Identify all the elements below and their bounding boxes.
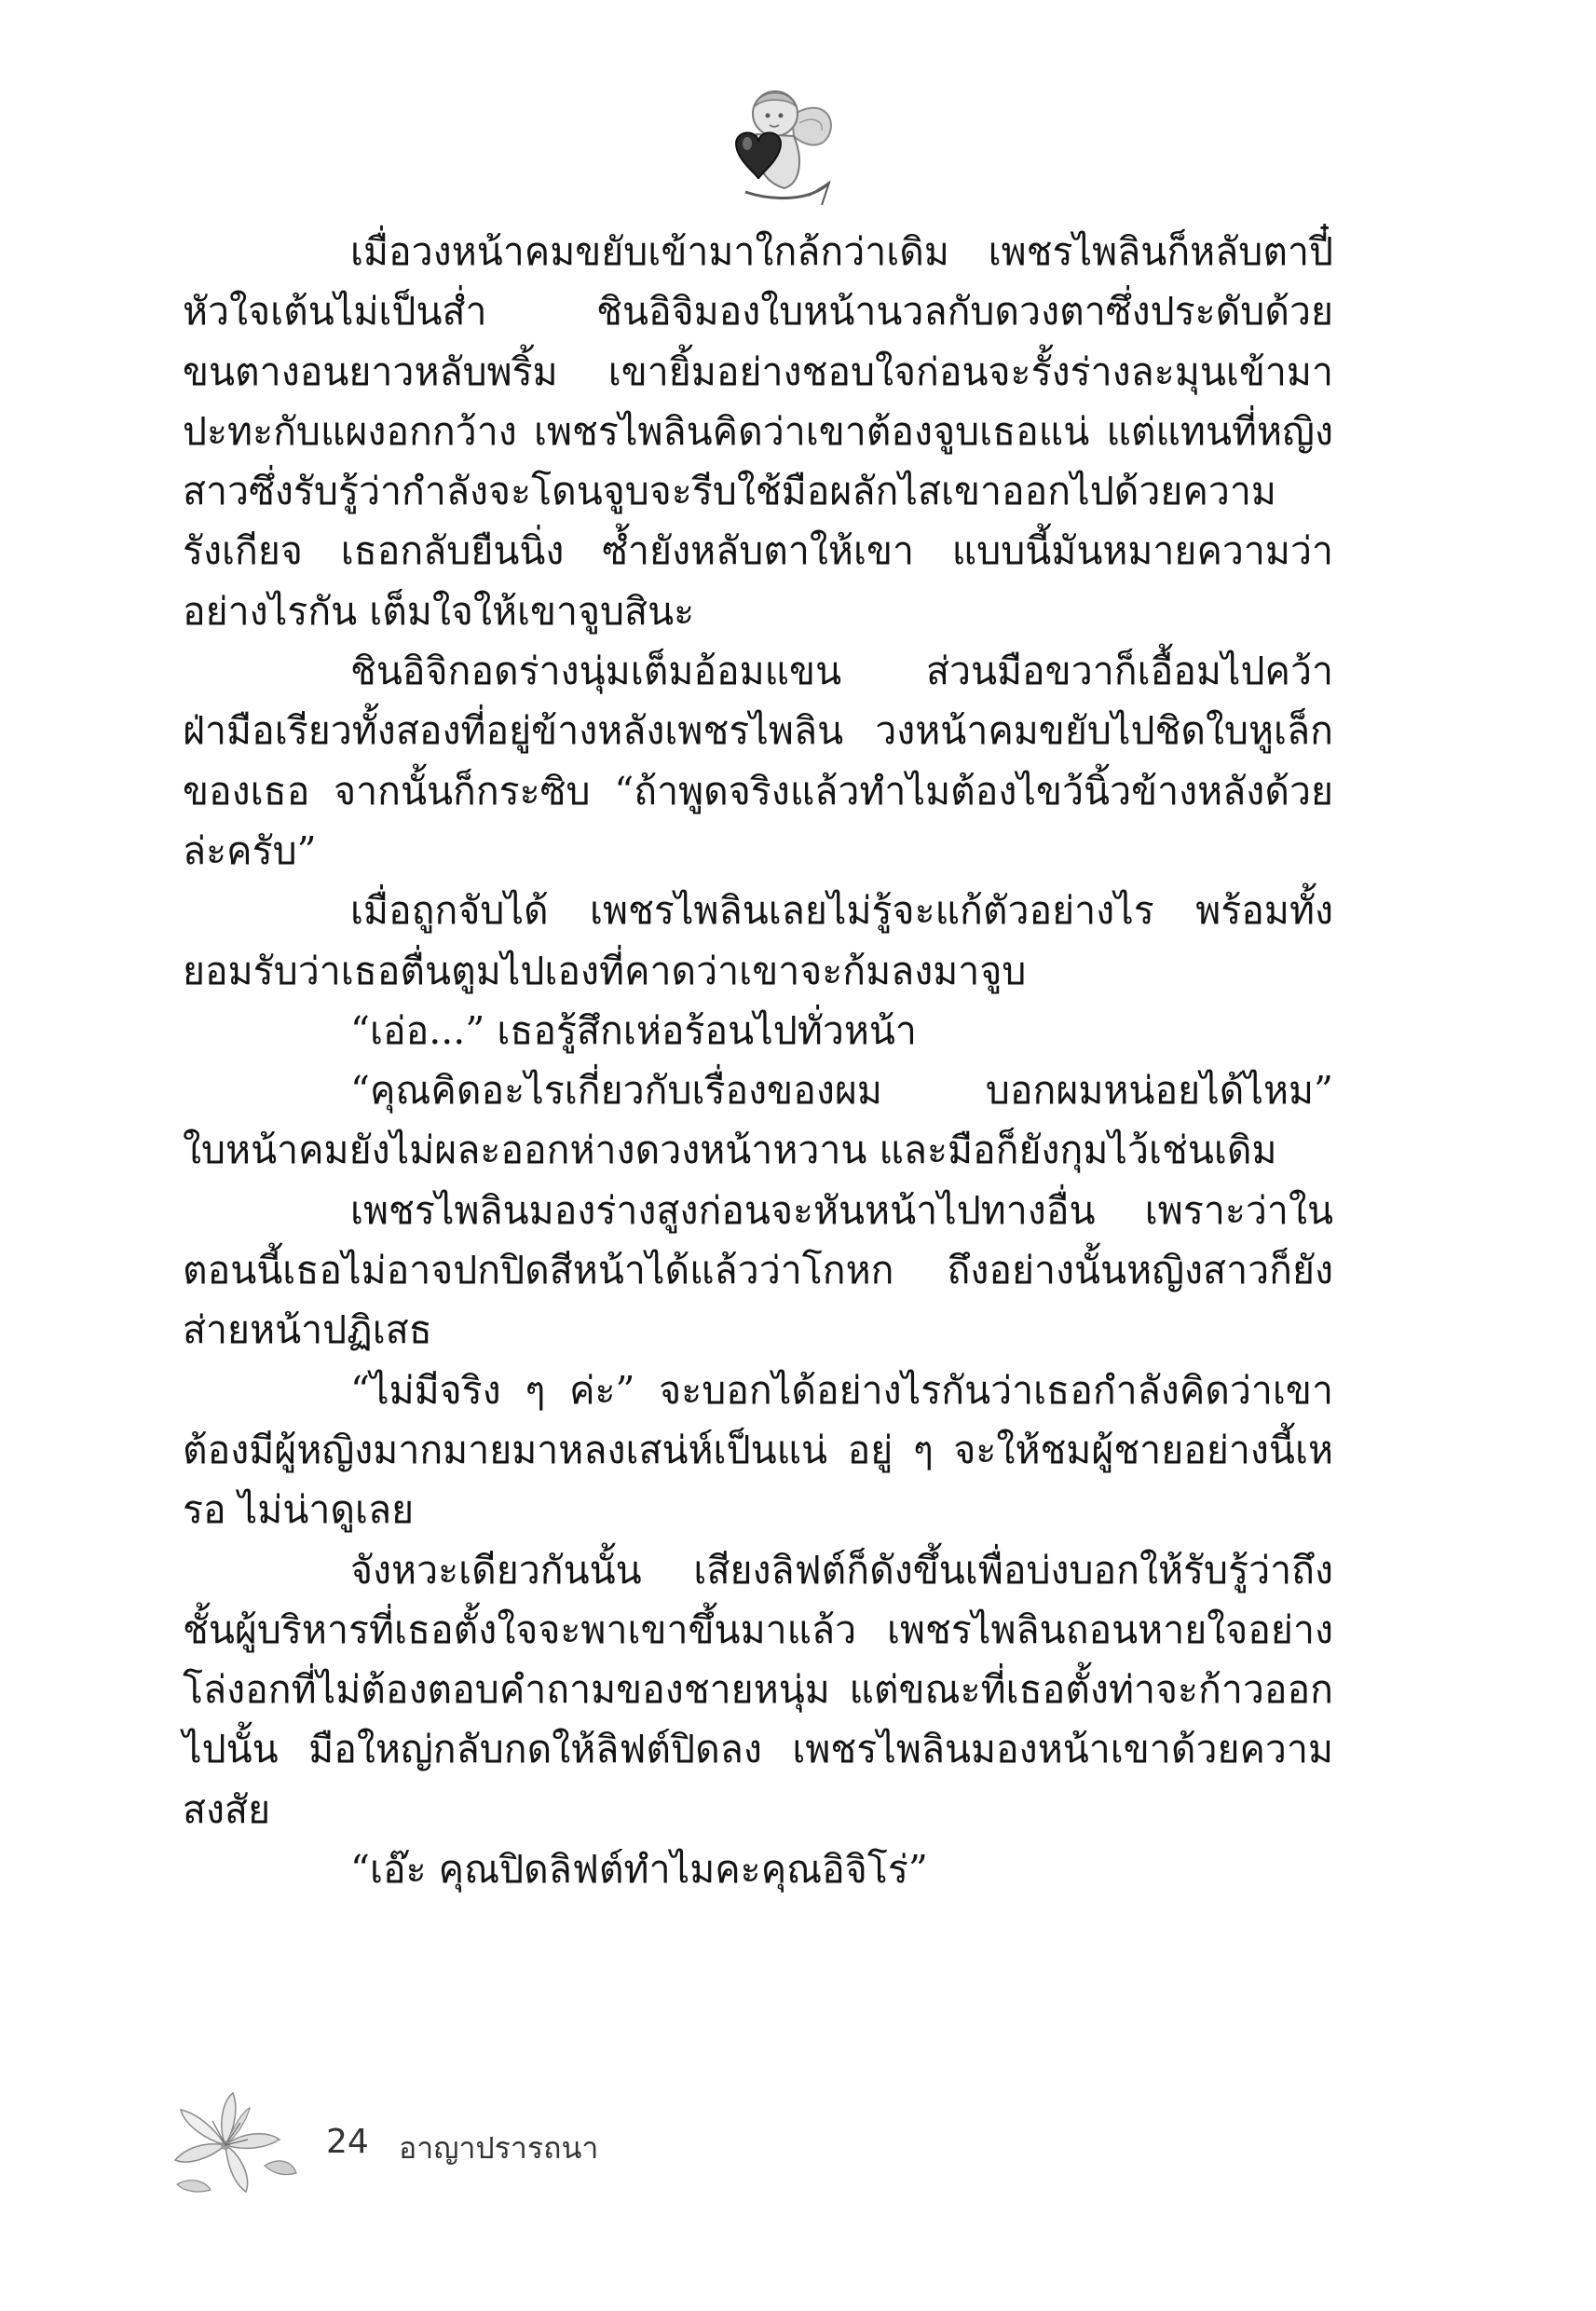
paragraph: จังหวะเดียวกันนั้น เสียงลิฟต์ก็ดังขึ้นเพื่อบ่งบอกให้รับรู้ว่าถึงชั้นผู้บริหารที่เธอตั้งใจจะพาเขาขึ้นมาแล้ว เพชรไพลินถอนหายใจอย่างโล่งอกที่ไม่ต้องตอบคำถามของชายหนุ่ม แต่ขณะที่เธอตั้งท่าจะก้าวออกไปนั้น มือใหญ่กลับกดให้ลิฟต์ปิดลง เพชรไพลินมองหน้าเขาด้วยความสงสัย	[183, 1547, 1333, 1832]
paragraph: “คุณคิดอะไรเกี่ยวกับเรื่องของผม บอกผมหน่อยได้ไหม” ใบหน้าคมยังไม่ผละออกห่างดวงหน้าหวาน และมือก็ยังกุมไว้เช่นเดิม	[183, 1068, 1333, 1173]
paragraph: เมื่อวงหน้าคมขยับเข้ามาใกล้กว่าเดิม เพชรไพลินก็หลับตาปี๋ หัวใจเต้นไม่เป็นส่ำ ชินอิจิมองใบหน้านวลกับดวงตาซึ่งประดับด้วยขนตางอนยาวหลับพริ้ม เขายิ้มอย่างชอบใจก่อนจะรั้งร่างละมุนเข้ามาปะทะกับแผงอกกว้าง เพชรไพลินคิดว่าเขาต้องจูบเธอแน่ แต่แทนที่หญิงสาวซึ่งรับรู้ว่ากำลังจะโดนจูบจะรีบใช้มือผลักไสเขาออกไปด้วยความรังเกียจ เธอกลับยืนนิ่ง ซ้ำยังหลับตาให้เขา แบบนี้มันหมายความว่าอย่างไรกัน เต็มใจให้เขาจูบสินะ	[183, 229, 1333, 634]
page-footer	[168, 2087, 727, 2199]
page-number: 24	[326, 2123, 369, 2161]
paragraph: ชินอิจิกอดร่างนุ่มเต็มอ้อมแขน ส่วนมือขวาก็เอื้อมไปคว้าฝ่ามือเรียวทั้งสองที่อยู่ข้างหลังเพชรไพลิน วงหน้าคมขยับไปชิดใบหูเล็กของเธอ จากนั้นก็กระซิบ “ถ้าพูดจริงแล้วทำไมต้องไขว้นิ้วข้างหลังด้วยล่ะครับ”	[183, 649, 1333, 873]
cupid-with-heart-icon	[699, 78, 839, 209]
chapter-text	[183, 222, 1333, 1899]
paragraph: เพชรไพลินมองร่างสูงก่อนจะหันหน้าไปทางอื่น เพราะว่าในตอนนี้เธอไม่อาจปกปิดสีหน้าได้แล้วว่าโกหก ถึงอย่างนั้นหญิงสาวก็ยังส่ายหน้าปฏิเสธ	[183, 1187, 1333, 1353]
paragraph: “เอ๊ะ คุณปิดลิฟต์ทำไมคะคุณอิจิโร่”	[350, 1847, 928, 1893]
paragraph: “เอ่อ...” เธอรู้สึกเห่อร้อนไปทั่วหน้า	[350, 1007, 917, 1053]
paragraph: “ไม่มีจริง ๆ ค่ะ” จะบอกได้อย่างไรกันว่าเธอกำลังคิดว่าเขาต้องมีผู้หญิงมากมายมาหลงเสน่ห์เป็นแน่ อยู่ ๆ จะให้ชมผู้ชายอย่างนี้เหรอ ไม่น่าดูเลย	[183, 1367, 1333, 1533]
lily-flower-icon	[168, 2087, 298, 2199]
book-title: อาญาปรารถนา	[399, 2130, 599, 2166]
paragraph: เมื่อถูกจับได้ เพชรไพลินเลยไม่รู้จะแก้ตัวอย่างไร พร้อมทั้งยอมรับว่าเธอตื่นตูมไปเองที่คาดว่าเขาจะก้มลงมาจูบ	[183, 888, 1333, 993]
